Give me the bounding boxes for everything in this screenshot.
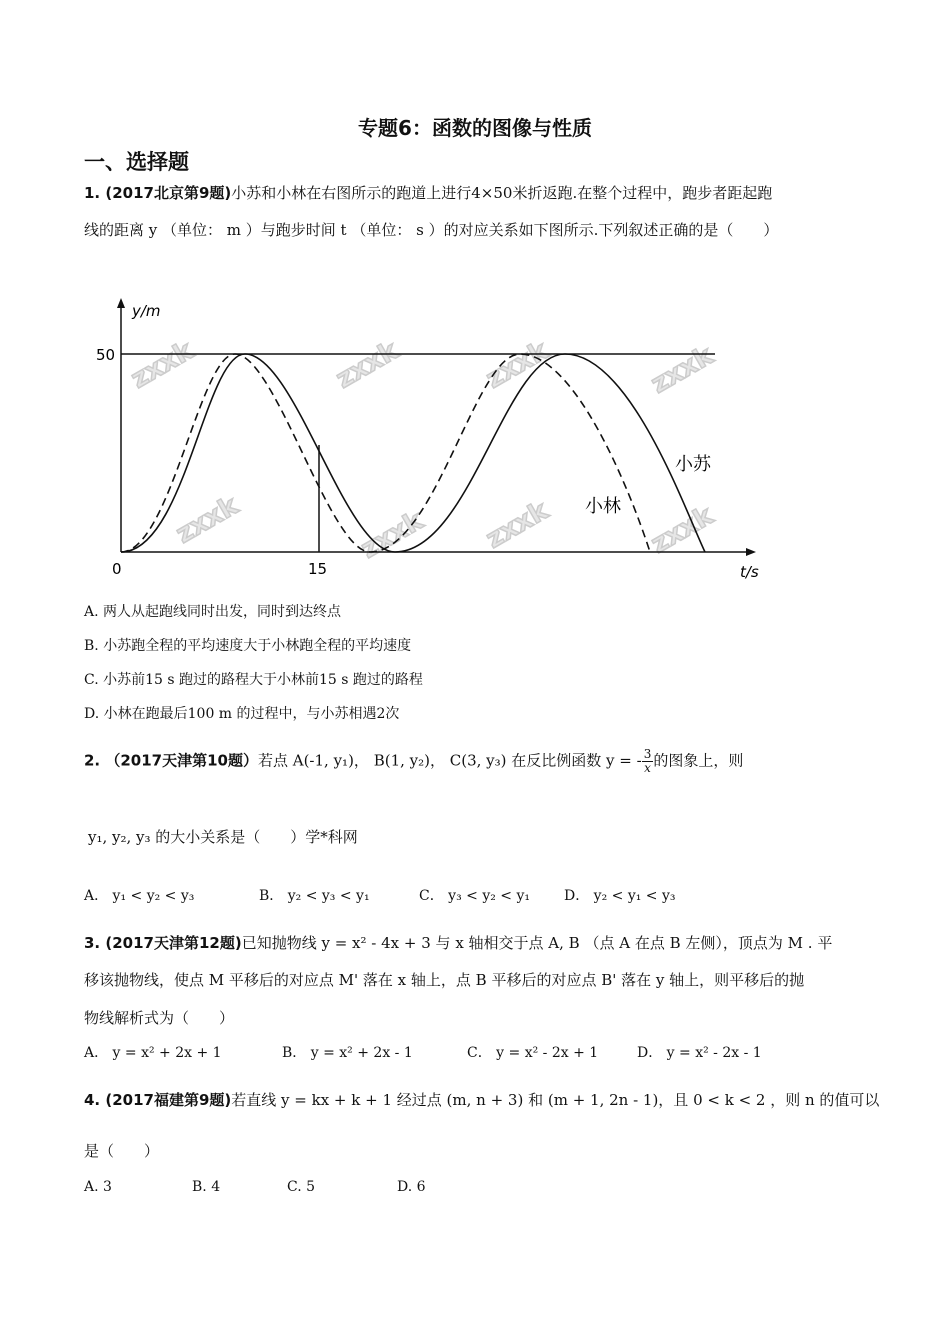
q2-frac-den: x: [644, 761, 651, 775]
q1-tag: 1. (2017北京第9题): [84, 184, 232, 202]
q1-line1: [84, 182, 772, 204]
watermark-1: zxxk: [126, 335, 199, 395]
q2-option-d: D． y₂ < y₁ < y₃: [564, 888, 676, 904]
q3-options: [84, 1042, 762, 1064]
watermark-2: zxxk: [331, 335, 404, 395]
q4-option-d: D. 6: [397, 1179, 426, 1195]
q2-option-a: A． y₁ < y₂ < y₃: [84, 888, 195, 904]
watermarks: [126, 335, 719, 564]
q4-option-a: A. 3: [84, 1179, 112, 1195]
watermark-3: zxxk: [481, 335, 554, 395]
q4-option-b: B. 4: [192, 1179, 221, 1195]
q1-option-b: B. 小苏跑全程的平均速度大于小林跑全程的平均速度: [84, 638, 412, 654]
q2-tag: 2. （2017天津第10题）: [84, 751, 258, 770]
y-axis-arrow: [117, 298, 125, 308]
q2-stem: 若点 A(-1, y₁)， B(1, y₂)， C(3, y₃) 在反比例函数 y = -: [257, 751, 642, 770]
q3-option-a: A． y = x² + 2x + 1: [84, 1045, 222, 1061]
watermark-5: zxxk: [171, 490, 244, 550]
q1-option-d: D. 小林在跑最后100 m 的过程中，与小苏相遇2次: [84, 706, 400, 722]
q1-chart: [90, 290, 770, 585]
q4-options: [84, 1176, 426, 1198]
q4-line2: 是（ ）: [84, 1142, 160, 1160]
x-axis-arrow: [746, 548, 756, 556]
series-label-xiaosu: 小苏: [675, 454, 711, 475]
q3-option-b: B． y = x² + 2x - 1: [282, 1045, 413, 1061]
watermark-4: zxxk: [646, 340, 719, 400]
q1-option-c: C. 小苏前15 s 跑过的路程大于小林前15 s 跑过的路程: [84, 672, 423, 688]
q4-line1: [84, 1089, 879, 1111]
ylabel: y/m: [132, 302, 161, 320]
q3-option-c: C． y = x² - 2x + 1: [467, 1045, 599, 1061]
q2-fraction: [642, 748, 654, 775]
y-tick-50: 50: [96, 346, 116, 364]
q2-line2: y₁, y₂, y₃ 的大小关系是（ ）学*科网: [88, 828, 358, 846]
q4-option-c: C. 5: [287, 1179, 316, 1195]
q4-tag: 4. (2017福建第9题): [84, 1091, 232, 1109]
q3-text1: 已知抛物线 y = x² - 4x + 3 与 x 轴相交于点 A, B （点 A 在点 B 左侧），顶点为 M . 平: [241, 934, 833, 952]
q2-stem-tail: 的图象上，则: [653, 751, 744, 770]
page-title: 专题6：函数的图像与性质: [358, 116, 592, 140]
q2-line1: [84, 748, 743, 775]
q3-line1: [84, 932, 832, 954]
xlabel: t/s: [740, 563, 759, 581]
watermark-8: zxxk: [646, 500, 719, 560]
q1-text1: 小苏和小林在右图所示的跑道上进行4×50米折返跑.在整个过程中，跑步者距起跑: [231, 184, 773, 202]
q2-option-c: C． y₃ < y₂ < y₁: [419, 888, 530, 904]
q3-option-d: D． y = x² - 2x - 1: [637, 1045, 762, 1061]
q1-option-a: A. 两人从起跑线同时出发，同时到达终点: [84, 604, 342, 620]
q2-option-b: B． y₂ < y₃ < y₁: [259, 888, 370, 904]
q4-text1: 若直线 y = kx + k + 1 经过点 (m, n + 3) 和 (m + 1, 2n - 1)，且 0 < k < 2 ，则 n 的值可以: [231, 1091, 880, 1109]
q2-options: [84, 885, 676, 907]
q1-line2: 线的距离 y （单位： m ）与跑步时间 t （单位： s ）的对应关系如下图所示.下列叙述正确的是（ ）: [84, 221, 779, 239]
watermark-6: zxxk: [356, 505, 429, 565]
q3-line2: 移该抛物线，使点 M 平移后的对应点 M' 落在 x 轴上，点 B 平移后的对应点 B' 落在 y 轴上，则平移后的抛: [84, 971, 805, 989]
x-tick-15: 15: [308, 560, 328, 578]
section-heading: 一、选择题: [84, 150, 189, 174]
q3-tag: 3. (2017天津第12题): [84, 934, 242, 952]
q2-frac-num: 3: [643, 747, 652, 761]
series-label-xiaolin: 小林: [585, 496, 621, 517]
q3-line3: 物线解析式为（ ）: [84, 1009, 235, 1027]
watermark-7: zxxk: [481, 495, 554, 555]
x-tick-0: 0: [112, 560, 122, 578]
